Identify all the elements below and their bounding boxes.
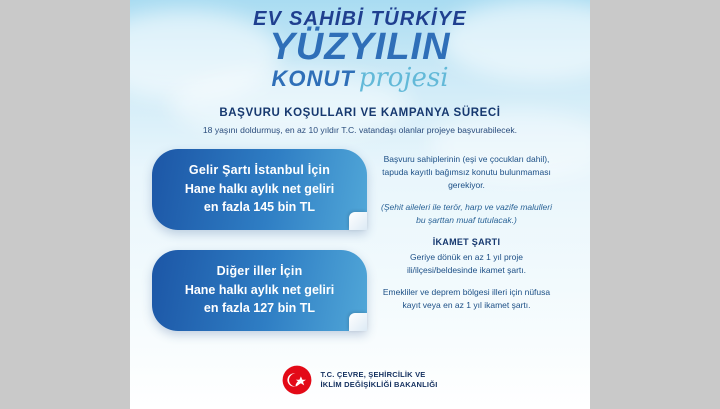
bubble-title: Diğer iller İçin <box>216 264 303 279</box>
residence-note-2: Emekliler ve deprem bölgesi illeri için nüfusa kayıt veya en az 1 yıl ikamet şartı. <box>382 287 551 311</box>
residence-heading: İKAMET ŞARTI <box>432 236 501 247</box>
page-fold-corner <box>349 212 367 230</box>
income-condition-other-cities <box>152 250 367 331</box>
turkiye-cumhuriyeti-emblem-icon <box>282 365 312 395</box>
exemption-note: (Şehit aileleri ile terör, harp ve vazife malulleri bu şarttan muaf tutulacak.) <box>380 202 553 226</box>
header-line-3-script: projesi <box>358 63 449 94</box>
bubble-line-3: en fazla 145 bin TL <box>203 200 316 215</box>
ministry-line-1: T.C. ÇEVRE, ŞEHİRCİLİK VE <box>320 369 426 379</box>
header-line-3 <box>130 63 590 93</box>
poster-subnote: 18 yaşını doldurmuş, en az 10 yıldır T.C. vatandaşı olanlar projeye başvurabilecek. <box>202 125 518 136</box>
residence-note-1: Geriye dönük en az 1 yıl proje ili/ilçesi/beldesinde ikamet şartı. <box>406 251 527 275</box>
header-line-1: EV SAHİBİ TÜRKİYE <box>253 8 467 30</box>
ministry-name <box>320 370 437 390</box>
header-line-2: YÜZYILIN <box>269 26 451 68</box>
header-line-3-bold: KONUT <box>271 66 355 92</box>
bubble-line-2: Hane halkı aylık net geliri <box>184 283 335 298</box>
bubble-title: Gelir Şartı İstanbul İçin <box>188 163 331 178</box>
ministry-line-2: İKLİM DEĞİŞİKLİĞİ BAKANLIĞI <box>320 380 438 389</box>
bubble-line-3: en fazla 127 bin TL <box>203 301 316 316</box>
poster-body <box>130 149 590 331</box>
page-fold-corner <box>349 313 367 331</box>
poster-footer <box>130 365 590 395</box>
bubble-line-2: Hane halkı aylık net geliri <box>184 182 335 197</box>
ownership-note: Başvuru sahiplerinin (eşi ve çocukları dahil), tapuda kayıtlı bağımsız konutu bulunmaması gerekiyor. <box>382 154 551 190</box>
conditions-column <box>152 149 367 331</box>
poster-header <box>130 0 590 135</box>
notes-column <box>379 149 554 331</box>
poster-subtitle: BAŞVURU KOŞULLARI VE KAMPANYA SÜRECİ <box>219 107 501 120</box>
poster <box>130 0 590 409</box>
income-condition-istanbul <box>152 149 367 230</box>
